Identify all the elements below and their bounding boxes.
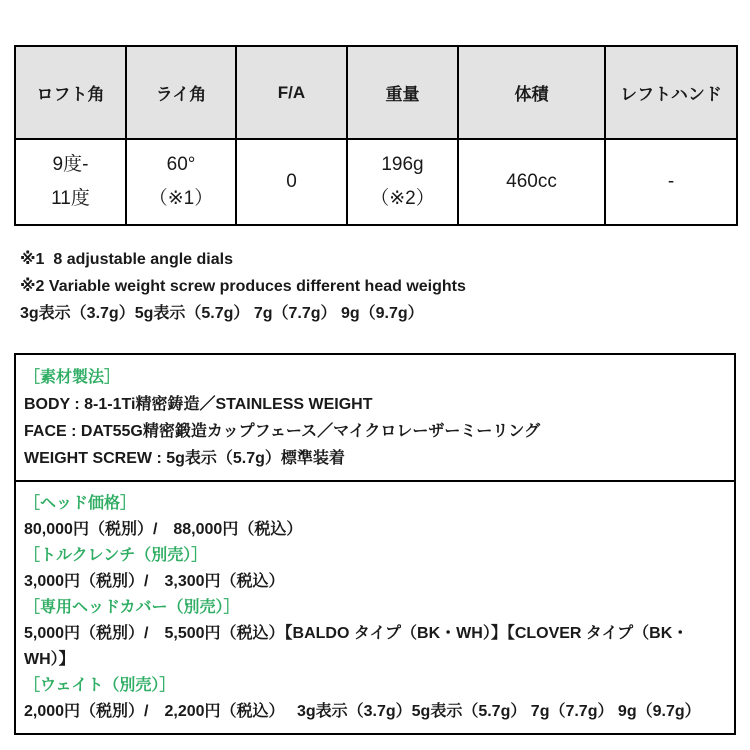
value-lie-line1: 60° [166, 154, 196, 175]
spec-table-header-row [15, 46, 737, 139]
value-loft-line2: 11度 [51, 188, 90, 209]
material-section-heading: ［素材製法］ [24, 369, 121, 386]
material-face-line: FACE : DAT55G精密鍛造カップフェース／マイクロレーザーミーリング [24, 423, 541, 440]
material-weight-screw-line: WEIGHT SCREW : 5g表示（5.7g）標準装着 [24, 450, 345, 467]
footnote-1: ※1 8 adjustable angle dials [20, 251, 233, 268]
value-lie-angle [126, 139, 236, 225]
value-loft-angle [15, 139, 126, 225]
spec-table [14, 45, 738, 226]
head-cover-price-value: 5,000円（税別）/ 5,500円（税込）【BALDO タイプ（BK・WH）】【CLOVER タイプ（BK・WH）】 [24, 625, 689, 668]
footnote-weight-options: 3g表示（3.7g）5g表示（5.7g） 7g（7.7g） 9g（9.7g） [20, 305, 424, 322]
value-weight-line2: （※2） [370, 188, 435, 209]
price-section [16, 482, 734, 733]
head-price-value: 80,000円（税別）/ 88,000円（税込） [24, 521, 303, 538]
value-loft-line1: 9度- [52, 154, 89, 175]
value-volume [458, 139, 605, 225]
value-weight-line1: 196g [381, 154, 424, 175]
product-spec-page [0, 45, 750, 750]
footnotes [20, 246, 736, 327]
head-cover-heading: ［専用ヘッドカバー（別売）］ [24, 599, 240, 616]
value-weight [347, 139, 458, 225]
head-price-heading: ［ヘッド価格］ [24, 495, 137, 512]
spec-table-value-row [15, 139, 737, 225]
header-volume: 体積 [458, 46, 605, 139]
value-volume-line1: 460cc [506, 171, 557, 192]
value-left-hand-line1: - [667, 171, 675, 192]
header-loft-angle: ロフト角 [15, 46, 126, 139]
weight-option-price-value: 2,000円（税別）/ 2,200円（税込） 3g表示（3.7g）5g表示（5.7g） 7g（7.7g） 9g（9.7g） [24, 703, 701, 720]
value-left-hand [605, 139, 737, 225]
header-left-hand: レフトハンド [605, 46, 737, 139]
detail-box [14, 353, 736, 735]
value-lie-line2: （※1） [148, 188, 214, 209]
torque-wrench-heading: ［トルクレンチ（別売）］ [24, 547, 208, 564]
value-fa [236, 139, 347, 225]
header-fa: F/A [236, 46, 347, 139]
material-body-line: BODY : 8-1-1Ti精密鋳造／STAINLESS WEIGHT [24, 396, 373, 413]
torque-wrench-price-value: 3,000円（税別）/ 3,300円（税込） [24, 573, 285, 590]
material-section [16, 355, 734, 482]
footnote-2: ※2 Variable weight screw produces different head weights [20, 278, 466, 295]
header-weight: 重量 [347, 46, 458, 139]
header-lie-angle: ライ角 [126, 46, 236, 139]
value-fa-line1: 0 [286, 171, 297, 192]
weight-option-heading: ［ウェイト（別売）］ [24, 677, 176, 694]
